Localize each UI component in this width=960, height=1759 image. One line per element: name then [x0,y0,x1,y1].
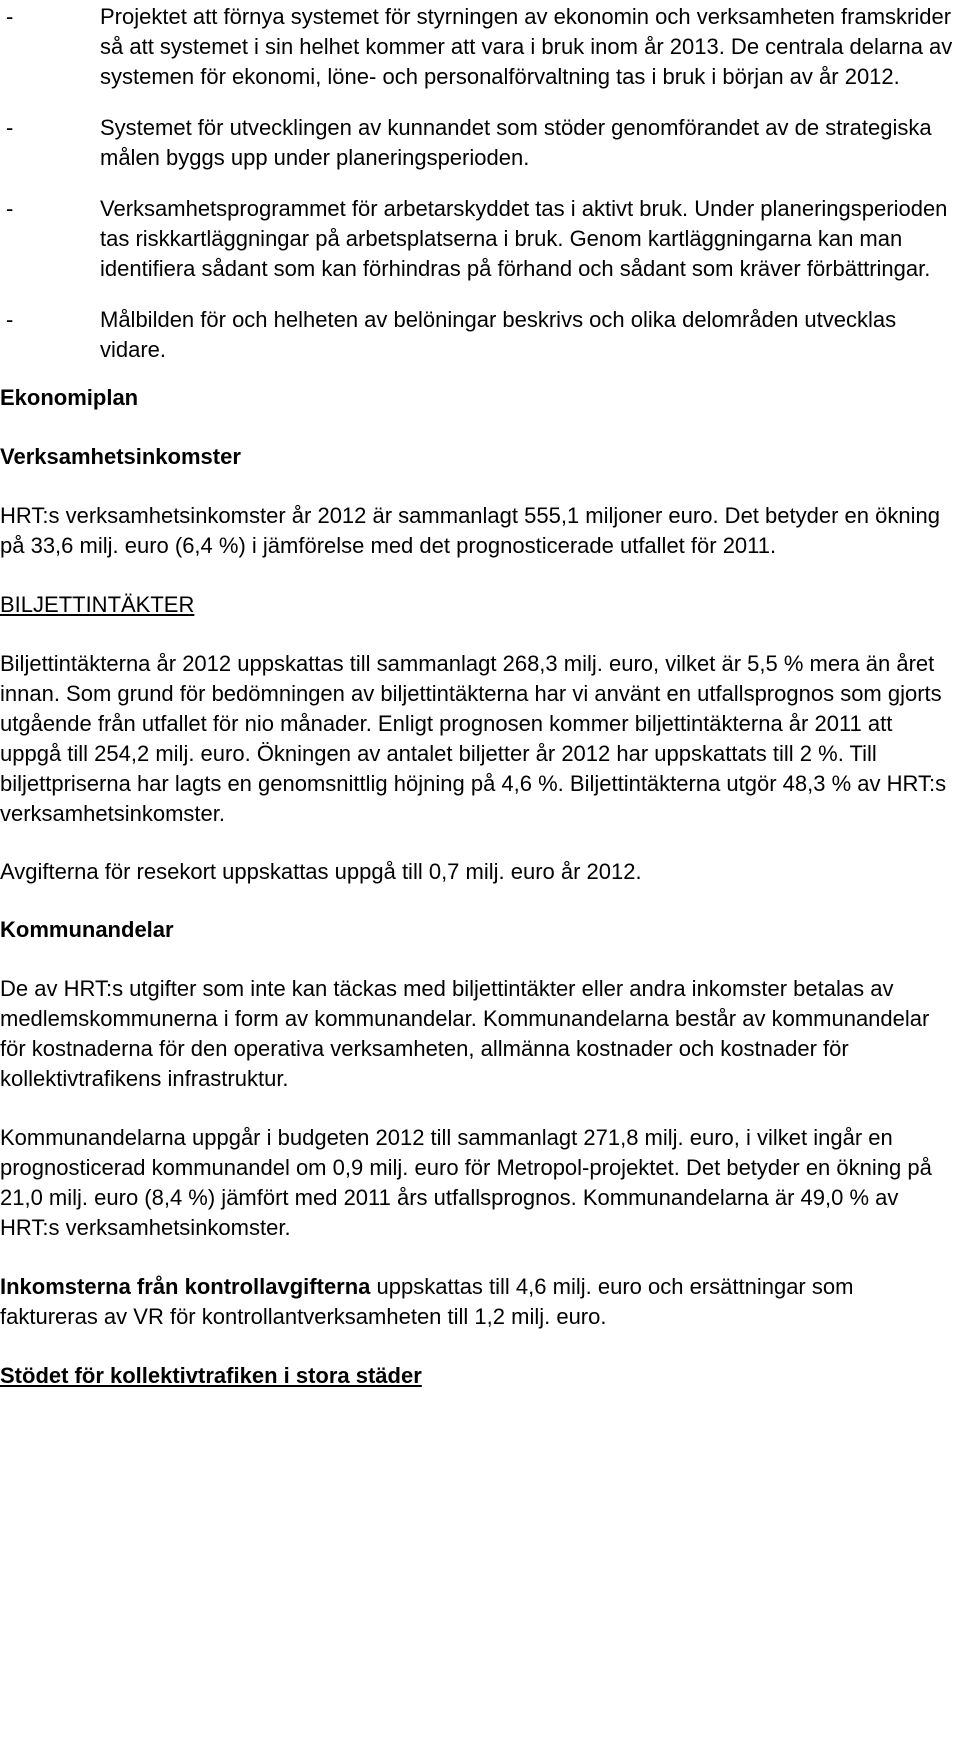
bullet-item [0,2,956,92]
bullet-dash: - [6,4,14,29]
paragraph-kommunandelar-1: De av HRT:s utgifter som inte kan täckas med biljettintäkter eller andra inkomster betalas av medlemskommunerna i form av kommunandelar. Kommunandelarna består av kommunandelar för kostnaderna för den operativa verksamheten, allmänna kostnader och kostnader för kollektivtrafikens infrastruktur. [0,976,930,1091]
paragraph-biljettintakter: Biljettintäkterna år 2012 uppskattas till sammanlagt 268,3 milj. euro, vilket är 5,5 % mera än året innan. Som grund för bedömningen av biljettintäkterna har vi använt en utfallsprognos som gjorts utgående från utfallet för nio månader. Enligt prognosen kommer biljettintäkterna år 2011 att uppgå till 254,2 milj. euro. Ökningen av antalet biljetter år 2012 har uppskattats till 2 %. Till biljettpriserna har lagts en genomsnittlig höjning på 4,6 %. Biljettintäkterna utgör 48,3 % av HRT:s verksamhetsinkomster. [0,651,947,826]
heading-stodet: Stödet för kollektivtrafiken i stora städer [0,1363,422,1388]
bullet-text: Verksamhetsprogrammet för arbetarskyddet tas i aktivt bruk. Under planeringsperioden tas riskkartläggningar på arbetsplatserna i bruk. Genom kartläggningarna kan man identifiera sådant som kan förhindras på förhand och sådant som kräver förbättringar. [100,196,948,281]
bullet-list [0,2,956,365]
heading-verksamhetsinkomster: Verksamhetsinkomster [0,444,241,469]
bullet-item [0,305,956,365]
document-page [0,2,956,1391]
bullet-text: Systemet för utvecklingen av kunnandet som stöder genomförandet av de strategiska målen byggs upp under planeringsperioden. [100,115,932,170]
paragraph-hrt-income: HRT:s verksamhetsinkomster år 2012 är sammanlagt 555,1 miljoner euro. Det betyder en ökning på 33,6 milj. euro (6,4 %) i jämförelse med det prognosticerade utfallet för 2011. [0,503,940,558]
heading-ekonomiplan: Ekonomiplan [0,385,139,410]
heading-kommunandelar: Kommunandelar [0,917,174,942]
bullet-item [0,113,956,173]
paragraph-avgifter: Avgifterna för resekort uppskattas uppgå till 0,7 milj. euro år 2012. [0,859,642,884]
bullet-dash: - [6,307,14,332]
paragraph-rest-text: uppskattas till 4,6 milj. euro och ersättningar som faktureras av VR för kontrollantverksamheten till 1,2 milj. euro. [0,1274,854,1329]
paragraph-kommunandelar-2: Kommunandelarna uppgår i budgeten 2012 till sammanlagt 271,8 milj. euro, i vilket ingår en prognosticerad kommunandel om 0,9 milj. euro för Metropol-projektet. Det betyder en ökning på 21,0 milj. euro (8,4 %) jämfört med 2011 års utfallsprognos. Kommunandelarna är 49,0 % av HRT:s verksamhetsinkomster. [0,1125,932,1240]
bullet-dash: - [6,115,14,140]
bold-lead-text: Inkomsterna från kontrollavgifterna [0,1274,371,1299]
bullet-text: Projektet att förnya systemet för styrningen av ekonomin och verksamheten framskrider så att systemet i sin helhet kommer att vara i bruk inom år 2013. De centrala delarna av systemen för ekonomi, löne- och personalförvaltning tas i bruk i början av år 2012. [100,4,953,89]
bullet-dash: - [6,196,14,221]
paragraph-kontrollavgifter [0,1272,956,1332]
bullet-text: Målbilden för och helheten av belöningar beskrivs och olika delområden utvecklas vidare. [100,307,897,362]
bullet-item [0,194,956,284]
heading-biljettintakter: BILJETTINTÄKTER [0,592,195,617]
